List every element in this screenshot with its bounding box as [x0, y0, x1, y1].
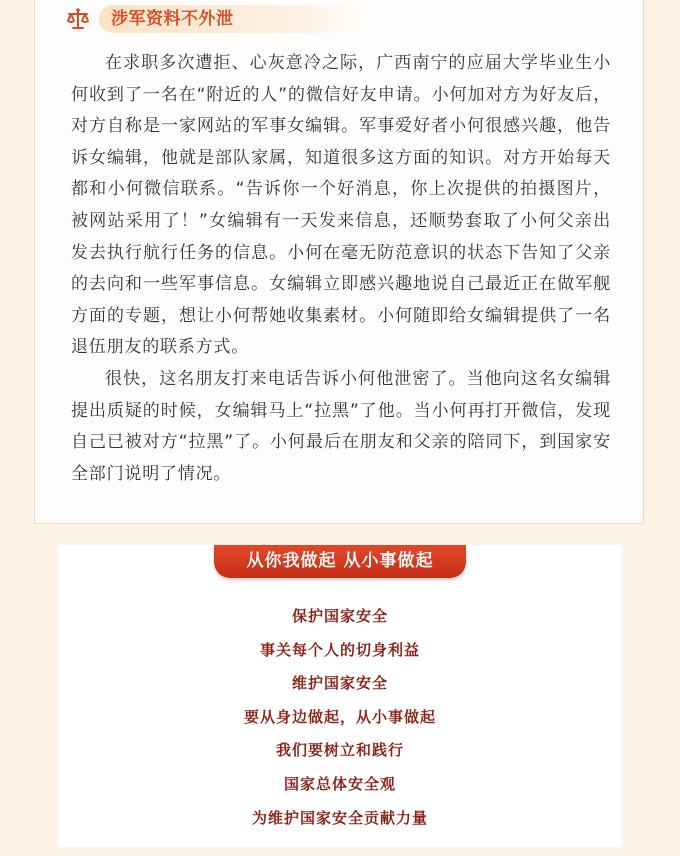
article-body	[71, 48, 611, 490]
slogan-list	[58, 600, 622, 835]
section-header	[61, 2, 371, 36]
article-paragraph: 很快，这名朋友打来电话告诉小何他泄密了。当他向这名女编辑提出质疑的时候，女编辑马上“拉黑”了他。当小何再打开微信，发现自己已被对方“拉黑”了。小何最后在朋友和父亲的陪同下，到国家安全部门说明了情况。	[71, 368, 611, 484]
slogan-panel	[58, 545, 622, 847]
slogan-line: 我们要树立和践行	[275, 741, 404, 760]
scale-icon	[65, 6, 91, 32]
slogan-line: 事关每个人的切身利益	[259, 640, 420, 659]
section-title-pill	[99, 5, 369, 33]
slogan-line: 要从身边做起，从小事做起	[243, 707, 436, 726]
slogan-banner-text: 从你我做起 从小事做起	[246, 551, 434, 571]
slogan-line: 国家总体安全观	[283, 774, 396, 793]
slogan-line: 保护国家安全	[291, 607, 388, 625]
section-title: 涉军资料不外泄	[111, 9, 234, 29]
slogan-banner	[214, 545, 466, 578]
article-card	[34, 0, 644, 524]
slogan-line: 维护国家安全	[291, 674, 388, 693]
article-paragraph: 在求职多次遭拒、心灰意冷之际，广西南宁的应届大学毕业生小何收到了一名在“附近的人”的微信好友申请。小何加对方为好友后，对方自称是一家网站的军事女编辑。军事爱好者小何很感兴趣，他告诉女编辑，他就是部队家属，知道很多这方面的知识。对方开始每天都和小何微信联系。“告诉你一个好消息，你上次提供的拍摄图片，被网站采用了！”女编辑有一天发来信息，还顺势套取了小何父亲出发去执行航行任务的信息。小何在毫无防范意识的状态下告知了父亲的去向和一些军事信息。女编辑立即感兴趣地说自己最近正在做军舰方面的专题，想让小何帮她收集素材。小何随即给女编辑提供了一名退伍朋友的联系方式。	[71, 53, 611, 358]
slogan-line: 为维护国家安全贡献力量	[251, 808, 428, 827]
